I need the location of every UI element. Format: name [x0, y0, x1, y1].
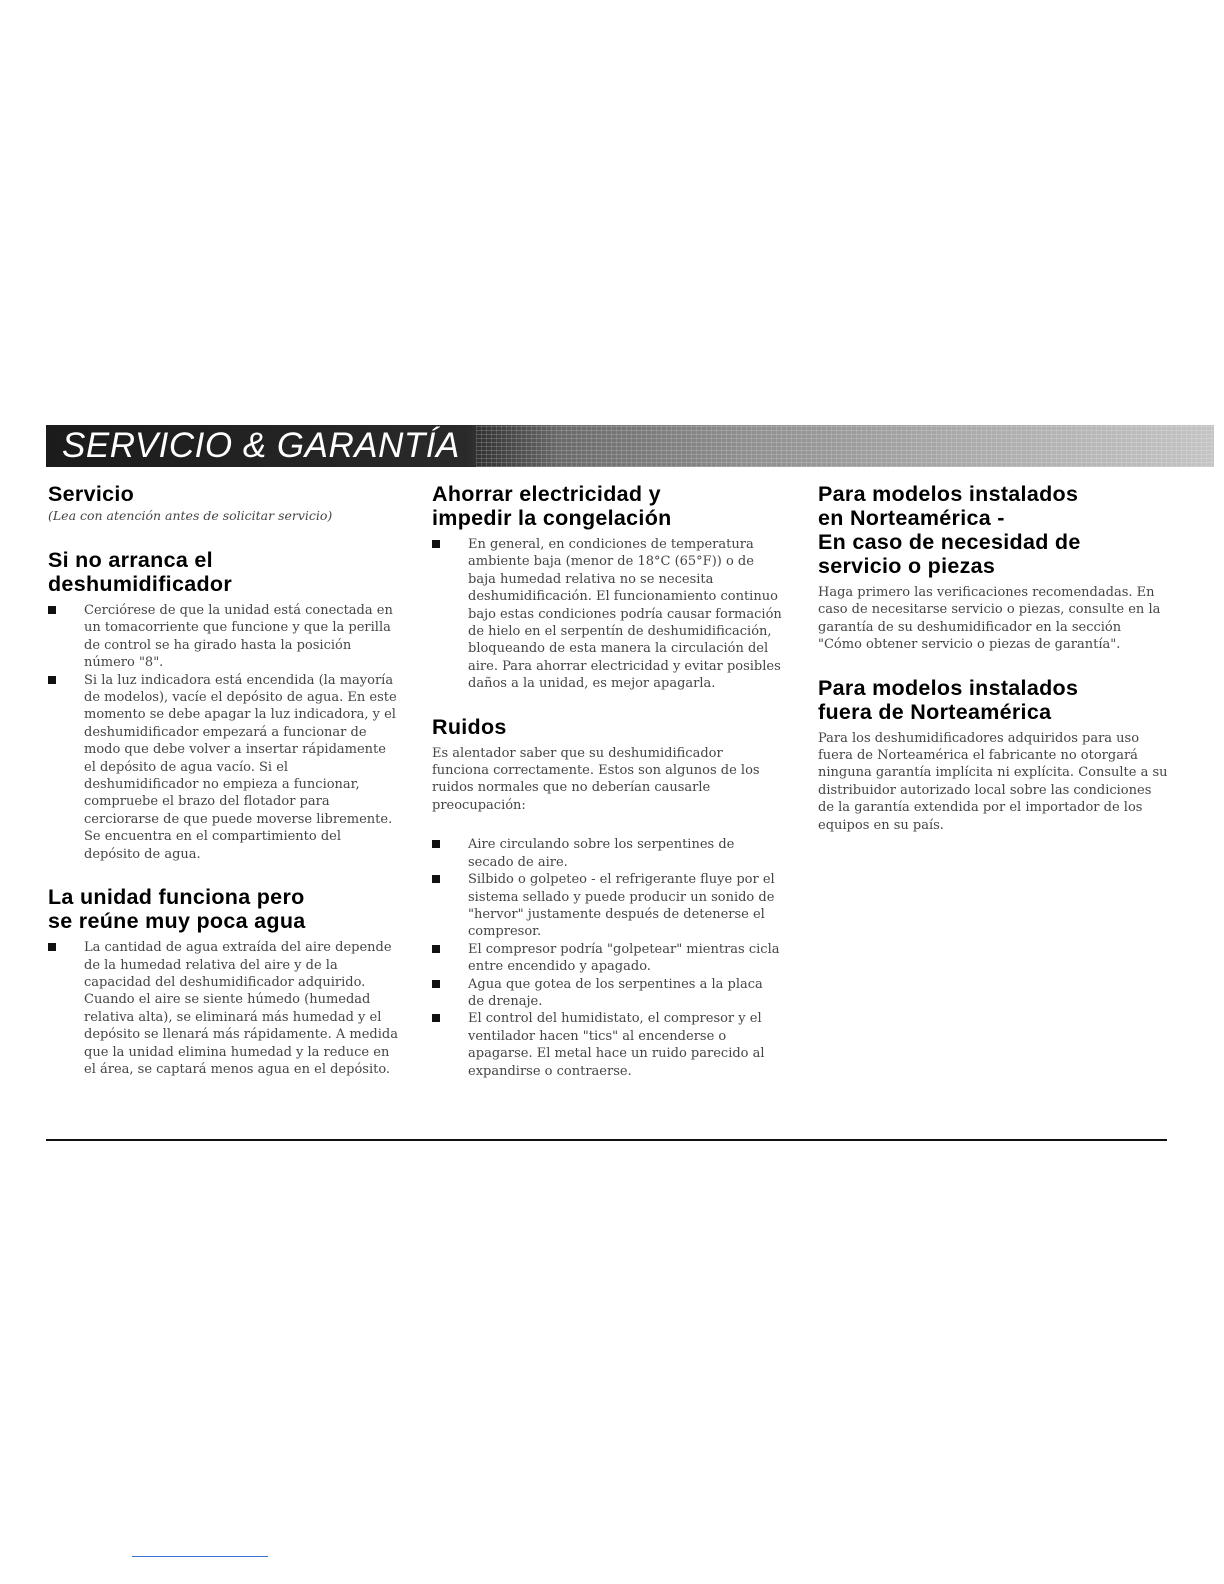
fuera-text: Para los deshumidificadores adquiridos para uso fuera de Norteamérica el fabricante no otorgará ninguna garantía implícita ni explícita. Consulte a su distribuidor autorizado local sobre las condiciones de la garantía extendida por el importador de los equipos en su país.	[818, 730, 1168, 833]
ruidos-heading: Ruidos	[432, 714, 507, 739]
bullet-square-icon	[48, 676, 56, 684]
bullet-square-icon	[432, 840, 440, 848]
list-item: El control del humidistato, el compresor y el ventilador hacen "tics" al encenderse o apagarse. El metal hace un ruido parecido al expandirse o contraerse.	[432, 1010, 782, 1080]
ahorrar-heading: Ahorrar electricidad y impedir la congelación	[432, 482, 672, 530]
list-item: Silbido o golpeteo - el refrigerante fluye por el sistema sellado y puede producir un sonido de "hervor" justamente después de detenerse el compresor.	[432, 871, 782, 941]
bullet-square-icon	[48, 606, 56, 614]
bullet-square-icon	[432, 980, 440, 988]
no-arranca-list	[48, 602, 398, 863]
list-item: Agua que gotea de los serpentines a la placa de drenaje.	[432, 976, 782, 1011]
norte-text: Haga primero las verificaciones recomendadas. En caso de necesitarse servicio o piezas, consulte en la garantía de su deshumidificador en la sección "Cómo obtener servicio o piezas de garantía".	[818, 585, 1161, 653]
ahorrar-list	[432, 536, 782, 693]
poca-agua-heading: La unidad funciona pero se reúne muy poca agua	[48, 885, 306, 934]
servicio-heading: Servicio	[48, 482, 135, 506]
bullet-square-icon	[432, 1014, 440, 1022]
list-item: Aire circulando sobre los serpentines de secado de aire.	[432, 836, 782, 871]
banner-title: SERVICIO & GARANTÍA	[62, 426, 460, 465]
bullet-square-icon	[432, 540, 440, 548]
column-middle	[432, 482, 782, 1102]
ruidos-intro: Es alentador saber que su deshumidificador funciona correctamente. Estos son algunos de los ruidos normales que no deberían causarle preocupación:	[432, 745, 760, 813]
no-arranca-heading: Si no arranca el deshumidificador	[48, 548, 232, 596]
column-left	[48, 482, 398, 1100]
bullet-square-icon	[432, 945, 440, 953]
list-item: En general, en condiciones de temperatura ambiente baja (menor de 18°C (65°F)) o de baja humedad relativa no se necesita deshumidificación. El funcionamiento continuo bajo estas condiciones podría causar formación de hielo en el serpentín de deshumidificación, bloqueando de esta manera la circulación del aire. Para ahorrar electricidad y evitar posibles daños a la unidad, es mejor apagarla.	[432, 536, 782, 693]
servicio-subtitle: (Lea con atención antes de solicitar servicio)	[48, 508, 333, 523]
ruidos-list	[432, 836, 782, 1080]
footer-line	[132, 1556, 268, 1557]
list-item: Cerciórese de que la unidad está conectada en un tomacorriente que funcione y que la perilla de control se ha girado hasta la posición número "8".	[48, 602, 398, 672]
norte-heading: Para modelos instalados en Norteamérica - En caso de necesidad de servicio o piezas	[818, 482, 1081, 578]
list-item: El compresor podría "golpetear" mientras cicla entre encendido y apagado.	[432, 941, 782, 976]
list-item: Si la luz indicadora está encendida (la mayoría de modelos), vacíe el depósito de agua. En este momento se debe apagar la luz indicadora, y el deshumidificador empezará a funcionar de modo que debe volver a insertar rápidamente el depósito de agua vacío. Si el deshumidificador no empieza a funcionar, compruebe el brazo del flotador para cerciorarse de que puede moverse libremente. Se encuentra en el compartimiento del depósito de agua.	[48, 672, 398, 863]
column-right	[818, 482, 1168, 856]
bullet-square-icon	[48, 943, 56, 951]
section-banner	[46, 425, 1214, 467]
bullet-square-icon	[432, 875, 440, 883]
fuera-heading: Para modelos instalados fuera de Norteamérica	[818, 675, 1079, 724]
bottom-rule	[46, 1139, 1167, 1141]
poca-agua-list	[48, 939, 398, 1078]
list-item: La cantidad de agua extraída del aire depende de la humedad relativa del aire y de la capacidad del deshumidificador adquirido. Cuando el aire se siente húmedo (humedad relativa alta), se eliminará más humedad y el depósito se llenará más rápidamente. A medida que la unidad elimina humedad y la reduce en el área, se captará menos agua en el depósito.	[48, 939, 398, 1078]
